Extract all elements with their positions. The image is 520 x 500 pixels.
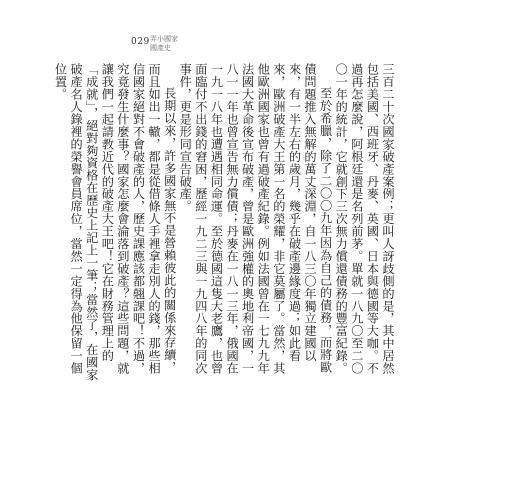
paragraph: 至於希臘，除了二〇〇九年因為自己的債務，而將歐債問題推入無解的萬丈深淵，自一八三〇年獨立建國以來，有一半左右的歲月，幾乎在破產邊緣度過；如此看來，歐洲破產大王第一名的榮耀，非它莫屬了。當然，其他歐洲國家也曾有過破產紀錄。例如法國曾在一七九九年法國大革命後宣布破產，曾是歐洲強權的奧地利帝國，一八一一年也曾宣告無力償債；丹麥在一八一三年，俄國在一九一八年也遭遇相同命運。至於德國這隻大老鷹，也曾面臨付不出錢的窘困，歷經一九二三與一九四八年的同次事件，更是形同宣告破產。 — [178, 63, 333, 375]
page-number: 029 — [131, 37, 150, 47]
vertical-body-text — [53, 63, 395, 383]
paragraph: 長期以來，許多國家無不是營賴彼此的關係來存續，而且如出一轍，都是從借條人手裡拿走別人的錢，那些相信國家絕對不會破產的人，歷史課應該都翹課吧！不過，究竟發生什麼事？國家怎麼會淪落到破產？這些問題，就讓我們一起請教近代的破產大王吧！它在財務管理上的「成就」，絕對夠資格在歷史上記上一筆；當然了，在國家破產名人錄裡的榮譽會員席位，當然一定得為他保留一個位置。 — [53, 63, 177, 381]
paragraph: 三百二十次國家破產案例；更叫人訝歧側的是，其中居然包括美國、西班牙、丹麥、英國、日本與德國等大咖。不過再怎麼說，阿根廷還是名列前茅。單就一八九〇至二〇〇一年的統計，它就創下三次無力償還債務的豐富紀錄。 — [334, 63, 395, 375]
running-head-line: 國產史 — [150, 44, 171, 53]
running-head — [150, 35, 178, 53]
running-head-line: 弄小國家 — [150, 35, 178, 43]
